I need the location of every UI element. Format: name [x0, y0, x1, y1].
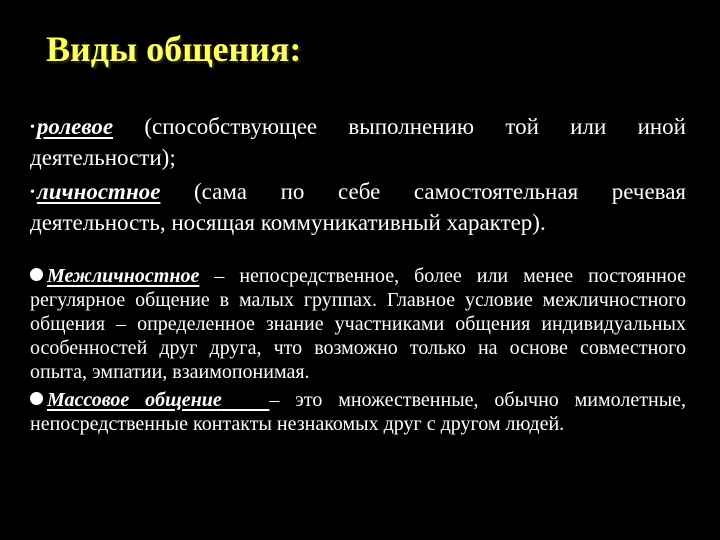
bullet-icon: •	[30, 120, 35, 135]
list-item-personal	[30, 177, 686, 238]
spacer	[30, 242, 686, 264]
item-text: (способствующее выполнению той или иной деятельности);	[30, 114, 686, 170]
list-item-interpersonal	[30, 264, 686, 384]
term-interpersonal: Межличностное	[47, 265, 200, 287]
item-text: – это множественные, обычно мимолетные, непосредственные контакты незнакомых друг с другом людей.	[30, 389, 687, 435]
item-text: (сама по себе самостоятельная речевая деятельность, носящая коммуникативный характер).	[30, 179, 686, 235]
list-item-mass	[30, 388, 686, 436]
bullet-icon: •	[30, 185, 35, 200]
term-personal: личностное	[36, 179, 161, 204]
term-mass: Массовое общение	[47, 389, 222, 411]
list-item-role	[30, 112, 686, 173]
slide-title: Виды общения:	[46, 29, 302, 69]
term-role: ролевое	[36, 114, 114, 139]
filled-circle-icon	[30, 268, 43, 281]
item-text: – непосредственное, более или менее постоянное регулярное общение в малых группах. Главное условие межличностного общения – определенное знание участниками общения индивидуальных особенностей друг друга, что возможно только на основе совместного опыта, эмпатии, взаимопонимая.	[30, 265, 686, 383]
filled-circle-icon	[30, 392, 43, 405]
slide-content	[30, 112, 686, 440]
